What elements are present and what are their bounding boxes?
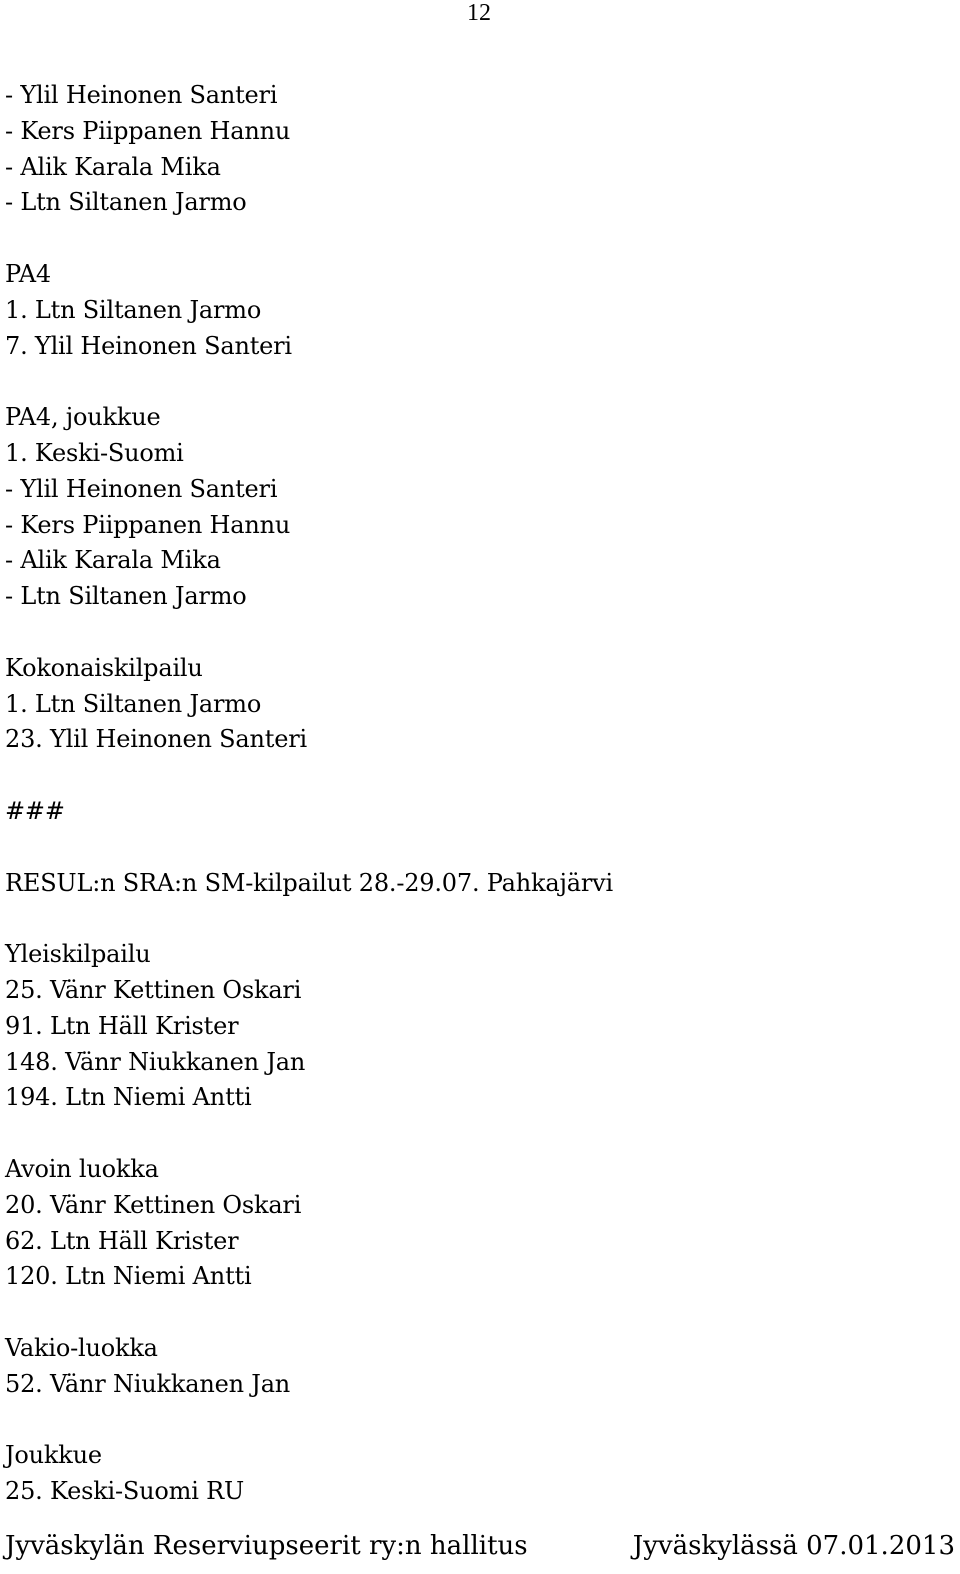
footer-date: Jyväskylässä 07.01.2013 [632,1531,955,1561]
blank-line [5,1116,613,1152]
text-line: - Kers Piippanen Hannu [5,510,291,539]
text-line: ### [5,796,65,825]
blank-line [5,1402,613,1438]
footer-organization: Jyväskylän Reserviupseerit ry:n hallitus [5,1531,528,1561]
page-number: 12 [467,0,491,26]
text-line: 62. Ltn Häll Krister [5,1226,239,1255]
text-line: Avoin luokka [5,1154,159,1183]
text-line: 91. Ltn Häll Krister [5,1011,239,1040]
text-line: 1. Ltn Siltanen Jarmo [5,689,262,718]
text-line: - Ylil Heinonen Santeri [5,81,278,109]
text-line: Vakio-luokka [5,1333,158,1362]
blank-line [5,221,613,257]
text-line: - Ltn Siltanen Jarmo [5,188,247,217]
text-line: Kokonaiskilpailu [5,653,203,682]
text-line: 120. Ltn Niemi Antti [5,1262,252,1291]
blank-line [5,758,613,794]
text-line: - Kers Piippanen Hannu [5,116,291,145]
text-line: 20. Vänr Kettinen Oskari [5,1190,302,1219]
blank-line [5,615,613,651]
page-footer [5,1531,955,1561]
text-line: - Alik Karala Mika [5,546,221,575]
text-line: 23. Ylil Heinonen Santeri [5,725,307,754]
blank-line [5,1295,613,1331]
text-line: 25. Keski-Suomi RU [5,1477,245,1506]
blank-line [5,830,613,866]
text-line: 148. Vänr Niukkanen Jan [5,1047,306,1076]
text-line: 1. Ltn Siltanen Jarmo [5,295,262,324]
text-line: Joukkue [5,1441,102,1470]
text-line: Yleiskilpailu [5,940,151,969]
text-line: - Alik Karala Mika [5,152,221,181]
text-line: PA4, joukkue [5,403,161,432]
text-line: 194. Ltn Niemi Antti [5,1083,252,1112]
text-line: 52. Vänr Niukkanen Jan [5,1369,291,1398]
text-line: PA4 [5,259,51,288]
text-line: 1. Keski-Suomi [5,438,184,467]
blank-line [5,364,613,400]
text-line: - Ylil Heinonen Santeri [5,474,278,503]
document-body [5,78,613,1510]
text-line: - Ltn Siltanen Jarmo [5,582,247,611]
text-line: 7. Ylil Heinonen Santeri [5,331,292,360]
text-line: 25. Vänr Kettinen Oskari [5,975,302,1004]
text-line: RESUL:n SRA:n SM-kilpailut 28.-29.07. Pahkajärvi [5,868,613,897]
blank-line [5,901,613,937]
